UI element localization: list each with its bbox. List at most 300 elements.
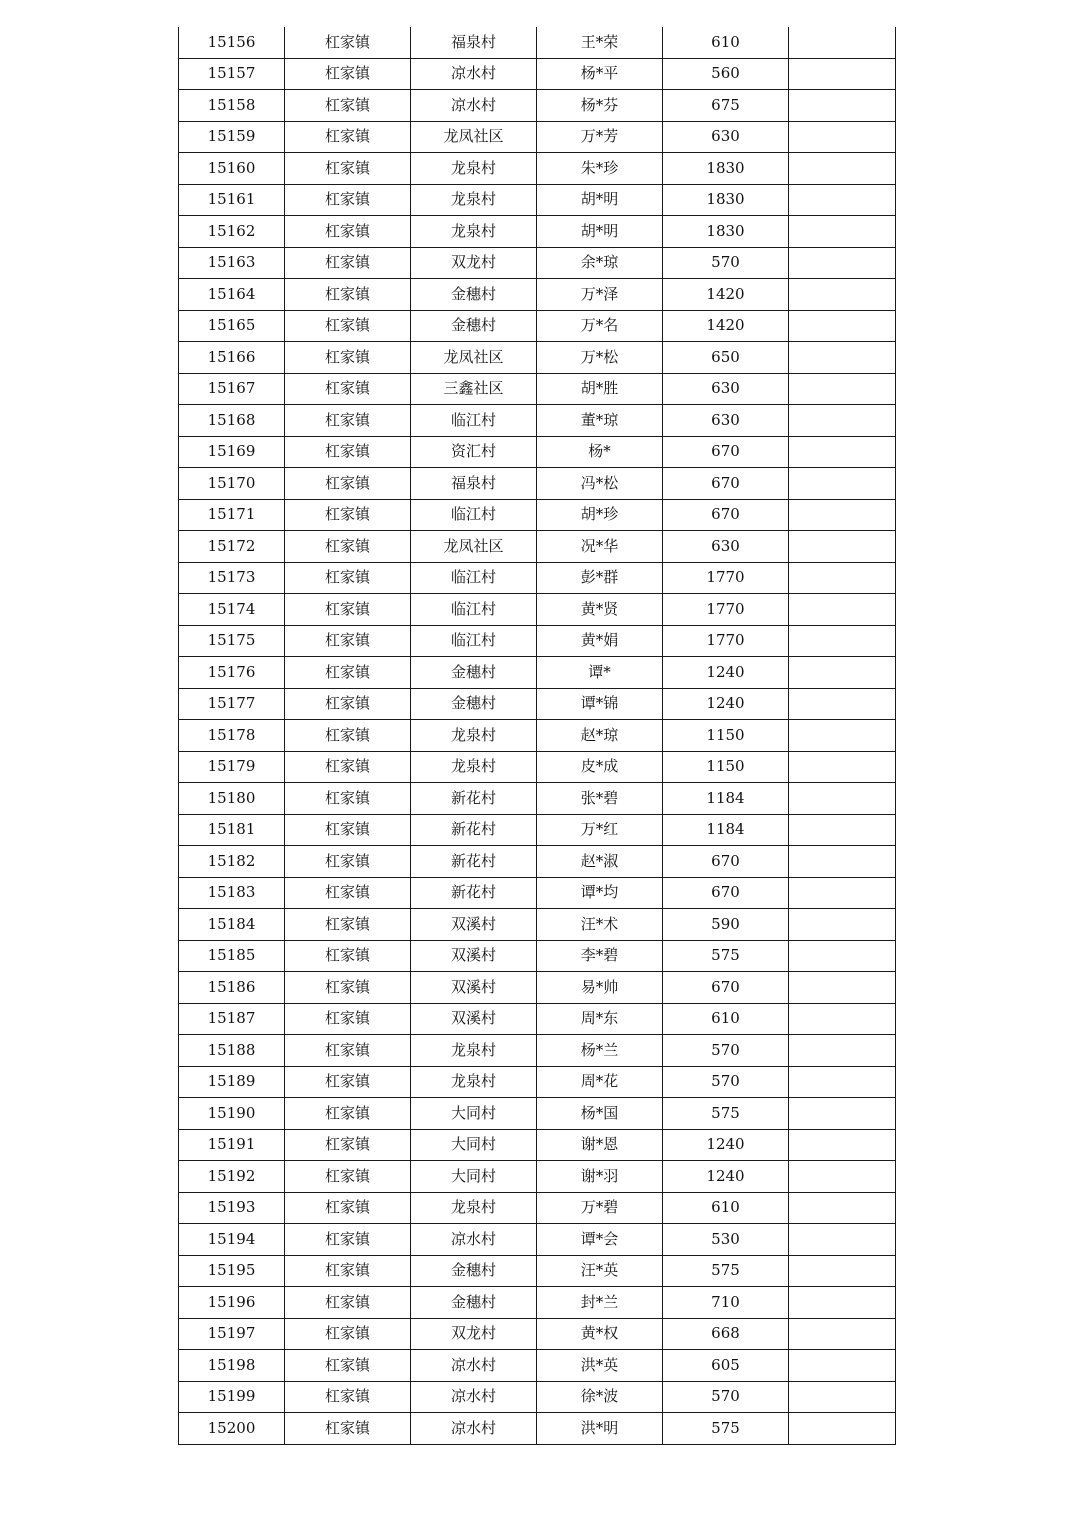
cell-name: 谭*会 — [537, 1224, 663, 1256]
cell-note — [789, 121, 896, 153]
cell-town: 杠家镇 — [285, 121, 411, 153]
cell-village: 双溪村 — [411, 1003, 537, 1035]
cell-amount: 610 — [663, 1192, 789, 1224]
table-row — [179, 1381, 896, 1413]
table-row — [179, 1098, 896, 1130]
cell-town: 杠家镇 — [285, 1129, 411, 1161]
cell-amount: 1420 — [663, 279, 789, 311]
cell-name: 杨*兰 — [537, 1035, 663, 1067]
cell-name: 万*碧 — [537, 1192, 663, 1224]
table-row — [179, 58, 896, 90]
cell-village: 金穗村 — [411, 279, 537, 311]
table-row — [179, 1350, 896, 1382]
cell-id: 15192 — [179, 1161, 285, 1193]
table-row — [179, 436, 896, 468]
table-row — [179, 909, 896, 941]
cell-village: 资汇村 — [411, 436, 537, 468]
cell-town: 杠家镇 — [285, 1318, 411, 1350]
cell-village: 金穗村 — [411, 310, 537, 342]
cell-name: 周*东 — [537, 1003, 663, 1035]
cell-note — [789, 90, 896, 122]
table-row — [179, 405, 896, 437]
table-row — [179, 499, 896, 531]
cell-town: 杠家镇 — [285, 153, 411, 185]
cell-town: 杠家镇 — [285, 657, 411, 689]
cell-id: 15200 — [179, 1413, 285, 1445]
table-row — [179, 1129, 896, 1161]
cell-village: 龙泉村 — [411, 1066, 537, 1098]
cell-town: 杠家镇 — [285, 594, 411, 626]
table-row — [179, 562, 896, 594]
table-row — [179, 783, 896, 815]
table-body — [179, 27, 896, 1444]
cell-name: 万*红 — [537, 814, 663, 846]
cell-name: 黄*权 — [537, 1318, 663, 1350]
cell-town: 杠家镇 — [285, 1066, 411, 1098]
table-row — [179, 468, 896, 500]
cell-amount: 570 — [663, 1066, 789, 1098]
cell-town: 杠家镇 — [285, 216, 411, 248]
cell-name: 赵*淑 — [537, 846, 663, 878]
cell-amount: 630 — [663, 531, 789, 563]
cell-note — [789, 1318, 896, 1350]
cell-village: 凉水村 — [411, 90, 537, 122]
cell-id: 15183 — [179, 877, 285, 909]
cell-name: 朱*珍 — [537, 153, 663, 185]
cell-amount: 1150 — [663, 720, 789, 752]
cell-amount: 670 — [663, 436, 789, 468]
cell-note — [789, 436, 896, 468]
cell-town: 杠家镇 — [285, 436, 411, 468]
cell-town: 杠家镇 — [285, 625, 411, 657]
cell-amount: 575 — [663, 1413, 789, 1445]
cell-name: 徐*波 — [537, 1381, 663, 1413]
cell-note — [789, 58, 896, 90]
cell-note — [789, 1035, 896, 1067]
cell-town: 杠家镇 — [285, 184, 411, 216]
cell-id: 15172 — [179, 531, 285, 563]
cell-id: 15156 — [179, 27, 285, 58]
cell-name: 董*琼 — [537, 405, 663, 437]
cell-id: 15169 — [179, 436, 285, 468]
cell-amount: 1150 — [663, 751, 789, 783]
cell-village: 凉水村 — [411, 1350, 537, 1382]
cell-id: 15173 — [179, 562, 285, 594]
cell-village: 新花村 — [411, 846, 537, 878]
cell-village: 龙凤社区 — [411, 531, 537, 563]
cell-town: 杠家镇 — [285, 814, 411, 846]
cell-id: 15178 — [179, 720, 285, 752]
cell-note — [789, 594, 896, 626]
cell-town: 杠家镇 — [285, 58, 411, 90]
cell-name: 易*帅 — [537, 972, 663, 1004]
table-row — [179, 877, 896, 909]
table-row — [179, 184, 896, 216]
table-row — [179, 1224, 896, 1256]
cell-village: 龙泉村 — [411, 720, 537, 752]
cell-name: 谭*均 — [537, 877, 663, 909]
cell-amount: 650 — [663, 342, 789, 374]
cell-id: 15176 — [179, 657, 285, 689]
cell-note — [789, 720, 896, 752]
cell-note — [789, 468, 896, 500]
cell-id: 15164 — [179, 279, 285, 311]
cell-amount: 570 — [663, 247, 789, 279]
cell-note — [789, 657, 896, 689]
cell-id: 15161 — [179, 184, 285, 216]
table-row — [179, 27, 896, 58]
cell-village: 临江村 — [411, 625, 537, 657]
cell-note — [789, 153, 896, 185]
table-row — [179, 1287, 896, 1319]
cell-note — [789, 972, 896, 1004]
cell-village: 临江村 — [411, 405, 537, 437]
cell-name: 汪*英 — [537, 1255, 663, 1287]
cell-note — [789, 1003, 896, 1035]
cell-id: 15166 — [179, 342, 285, 374]
table-row — [179, 121, 896, 153]
cell-town: 杠家镇 — [285, 1287, 411, 1319]
table-row — [179, 216, 896, 248]
cell-note — [789, 27, 896, 58]
table-row — [179, 342, 896, 374]
cell-village: 龙泉村 — [411, 1192, 537, 1224]
cell-village: 凉水村 — [411, 1224, 537, 1256]
cell-village: 临江村 — [411, 594, 537, 626]
cell-amount: 610 — [663, 1003, 789, 1035]
cell-village: 新花村 — [411, 877, 537, 909]
cell-id: 15184 — [179, 909, 285, 941]
cell-village: 龙泉村 — [411, 216, 537, 248]
cell-amount: 1830 — [663, 216, 789, 248]
table-row — [179, 751, 896, 783]
cell-town: 杠家镇 — [285, 531, 411, 563]
cell-village: 凉水村 — [411, 1413, 537, 1445]
cell-town: 杠家镇 — [285, 846, 411, 878]
table-row — [179, 846, 896, 878]
cell-town: 杠家镇 — [285, 247, 411, 279]
cell-note — [789, 1350, 896, 1382]
cell-village: 龙泉村 — [411, 1035, 537, 1067]
cell-village: 金穗村 — [411, 1255, 537, 1287]
cell-village: 福泉村 — [411, 27, 537, 58]
cell-village: 金穗村 — [411, 1287, 537, 1319]
cell-id: 15195 — [179, 1255, 285, 1287]
table-row — [179, 153, 896, 185]
cell-name: 况*华 — [537, 531, 663, 563]
cell-amount: 630 — [663, 405, 789, 437]
table-row — [179, 657, 896, 689]
cell-amount: 670 — [663, 499, 789, 531]
cell-note — [789, 405, 896, 437]
cell-id: 15188 — [179, 1035, 285, 1067]
cell-village: 新花村 — [411, 783, 537, 815]
cell-amount: 1240 — [663, 688, 789, 720]
table-row — [179, 373, 896, 405]
cell-id: 15177 — [179, 688, 285, 720]
table-row — [179, 90, 896, 122]
cell-town: 杠家镇 — [285, 909, 411, 941]
cell-amount: 675 — [663, 90, 789, 122]
cell-town: 杠家镇 — [285, 373, 411, 405]
cell-name: 杨* — [537, 436, 663, 468]
cell-name: 赵*琼 — [537, 720, 663, 752]
cell-amount: 560 — [663, 58, 789, 90]
cell-village: 临江村 — [411, 499, 537, 531]
cell-village: 临江村 — [411, 562, 537, 594]
cell-name: 杨*芬 — [537, 90, 663, 122]
cell-note — [789, 1129, 896, 1161]
cell-note — [789, 909, 896, 941]
cell-amount: 670 — [663, 846, 789, 878]
cell-note — [789, 783, 896, 815]
cell-amount: 590 — [663, 909, 789, 941]
cell-name: 万*松 — [537, 342, 663, 374]
cell-amount: 1830 — [663, 153, 789, 185]
table-row — [179, 940, 896, 972]
cell-id: 15187 — [179, 1003, 285, 1035]
cell-note — [789, 1066, 896, 1098]
cell-name: 李*碧 — [537, 940, 663, 972]
cell-note — [789, 531, 896, 563]
cell-name: 胡*胜 — [537, 373, 663, 405]
cell-name: 皮*成 — [537, 751, 663, 783]
cell-id: 15158 — [179, 90, 285, 122]
cell-name: 周*花 — [537, 1066, 663, 1098]
cell-name: 汪*术 — [537, 909, 663, 941]
cell-name: 万*名 — [537, 310, 663, 342]
cell-town: 杠家镇 — [285, 27, 411, 58]
cell-amount: 1770 — [663, 625, 789, 657]
cell-name: 王*荣 — [537, 27, 663, 58]
cell-town: 杠家镇 — [285, 1255, 411, 1287]
cell-amount: 1184 — [663, 783, 789, 815]
cell-id: 15165 — [179, 310, 285, 342]
cell-town: 杠家镇 — [285, 499, 411, 531]
cell-village: 龙泉村 — [411, 184, 537, 216]
cell-village: 大同村 — [411, 1129, 537, 1161]
cell-id: 15171 — [179, 499, 285, 531]
table-row — [179, 531, 896, 563]
cell-amount: 630 — [663, 121, 789, 153]
cell-name: 封*兰 — [537, 1287, 663, 1319]
cell-amount: 1770 — [663, 562, 789, 594]
table-row — [179, 1066, 896, 1098]
cell-amount: 605 — [663, 1350, 789, 1382]
cell-village: 龙凤社区 — [411, 342, 537, 374]
table-row — [179, 688, 896, 720]
cell-id: 15167 — [179, 373, 285, 405]
cell-town: 杠家镇 — [285, 688, 411, 720]
cell-note — [789, 1224, 896, 1256]
cell-village: 新花村 — [411, 814, 537, 846]
cell-town: 杠家镇 — [285, 1413, 411, 1445]
cell-note — [789, 688, 896, 720]
cell-note — [789, 940, 896, 972]
cell-name: 谭*锦 — [537, 688, 663, 720]
cell-name: 洪*英 — [537, 1350, 663, 1382]
cell-town: 杠家镇 — [285, 1098, 411, 1130]
cell-name: 万*芳 — [537, 121, 663, 153]
cell-town: 杠家镇 — [285, 310, 411, 342]
cell-name: 胡*珍 — [537, 499, 663, 531]
cell-id: 15175 — [179, 625, 285, 657]
cell-note — [789, 562, 896, 594]
cell-name: 张*碧 — [537, 783, 663, 815]
cell-name: 胡*明 — [537, 216, 663, 248]
cell-name: 黄*贤 — [537, 594, 663, 626]
cell-amount: 570 — [663, 1381, 789, 1413]
cell-note — [789, 1255, 896, 1287]
cell-name: 杨*国 — [537, 1098, 663, 1130]
cell-id: 15182 — [179, 846, 285, 878]
cell-id: 15180 — [179, 783, 285, 815]
cell-name: 胡*明 — [537, 184, 663, 216]
cell-id: 15190 — [179, 1098, 285, 1130]
table-row — [179, 1003, 896, 1035]
table-row — [179, 247, 896, 279]
cell-id: 15179 — [179, 751, 285, 783]
cell-name: 余*琼 — [537, 247, 663, 279]
cell-village: 金穗村 — [411, 657, 537, 689]
cell-town: 杠家镇 — [285, 405, 411, 437]
table-row — [179, 1161, 896, 1193]
cell-village: 龙泉村 — [411, 751, 537, 783]
cell-id: 15159 — [179, 121, 285, 153]
cell-id: 15168 — [179, 405, 285, 437]
cell-town: 杠家镇 — [285, 1161, 411, 1193]
cell-id: 15157 — [179, 58, 285, 90]
cell-id: 15194 — [179, 1224, 285, 1256]
cell-amount: 575 — [663, 1255, 789, 1287]
cell-village: 双龙村 — [411, 247, 537, 279]
cell-town: 杠家镇 — [285, 940, 411, 972]
cell-amount: 610 — [663, 27, 789, 58]
cell-note — [789, 499, 896, 531]
cell-amount: 530 — [663, 1224, 789, 1256]
cell-name: 杨*平 — [537, 58, 663, 90]
cell-amount: 1240 — [663, 1161, 789, 1193]
cell-town: 杠家镇 — [285, 783, 411, 815]
cell-id: 15193 — [179, 1192, 285, 1224]
cell-note — [789, 1381, 896, 1413]
cell-village: 三鑫社区 — [411, 373, 537, 405]
cell-amount: 710 — [663, 1287, 789, 1319]
cell-amount: 1240 — [663, 1129, 789, 1161]
cell-note — [789, 1287, 896, 1319]
cell-note — [789, 373, 896, 405]
cell-town: 杠家镇 — [285, 1003, 411, 1035]
cell-note — [789, 814, 896, 846]
cell-id: 15185 — [179, 940, 285, 972]
table-row — [179, 625, 896, 657]
cell-amount: 670 — [663, 972, 789, 1004]
cell-note — [789, 1098, 896, 1130]
cell-amount: 1240 — [663, 657, 789, 689]
cell-town: 杠家镇 — [285, 342, 411, 374]
cell-amount: 670 — [663, 877, 789, 909]
cell-amount: 670 — [663, 468, 789, 500]
cell-amount: 630 — [663, 373, 789, 405]
cell-town: 杠家镇 — [285, 1224, 411, 1256]
cell-id: 15160 — [179, 153, 285, 185]
cell-note — [789, 279, 896, 311]
table-row — [179, 1035, 896, 1067]
cell-town: 杠家镇 — [285, 279, 411, 311]
cell-id: 15196 — [179, 1287, 285, 1319]
cell-name: 彭*群 — [537, 562, 663, 594]
cell-village: 双溪村 — [411, 972, 537, 1004]
cell-note — [789, 1161, 896, 1193]
cell-village: 凉水村 — [411, 58, 537, 90]
cell-town: 杠家镇 — [285, 1035, 411, 1067]
cell-id: 15199 — [179, 1381, 285, 1413]
cell-id: 15170 — [179, 468, 285, 500]
cell-note — [789, 751, 896, 783]
table-row — [179, 1413, 896, 1445]
cell-village: 福泉村 — [411, 468, 537, 500]
cell-name: 黄*娟 — [537, 625, 663, 657]
cell-name: 谭* — [537, 657, 663, 689]
cell-village: 龙泉村 — [411, 153, 537, 185]
cell-note — [789, 310, 896, 342]
cell-name: 冯*松 — [537, 468, 663, 500]
cell-village: 龙凤社区 — [411, 121, 537, 153]
cell-town: 杠家镇 — [285, 1381, 411, 1413]
table-row — [179, 279, 896, 311]
cell-town: 杠家镇 — [285, 468, 411, 500]
cell-village: 凉水村 — [411, 1381, 537, 1413]
cell-amount: 1420 — [663, 310, 789, 342]
table-row — [179, 1255, 896, 1287]
cell-village: 大同村 — [411, 1098, 537, 1130]
cell-note — [789, 184, 896, 216]
cell-note — [789, 1413, 896, 1445]
cell-village: 金穗村 — [411, 688, 537, 720]
cell-amount: 575 — [663, 940, 789, 972]
cell-id: 15163 — [179, 247, 285, 279]
cell-amount: 1830 — [663, 184, 789, 216]
cell-name: 谢*恩 — [537, 1129, 663, 1161]
cell-note — [789, 846, 896, 878]
cell-town: 杠家镇 — [285, 877, 411, 909]
cell-id: 15181 — [179, 814, 285, 846]
cell-amount: 570 — [663, 1035, 789, 1067]
cell-town: 杠家镇 — [285, 1192, 411, 1224]
cell-id: 15198 — [179, 1350, 285, 1382]
table-row — [179, 720, 896, 752]
table-row — [179, 594, 896, 626]
cell-note — [789, 216, 896, 248]
cell-town: 杠家镇 — [285, 90, 411, 122]
cell-id: 15197 — [179, 1318, 285, 1350]
data-table — [178, 27, 896, 1445]
cell-village: 双龙村 — [411, 1318, 537, 1350]
cell-village: 大同村 — [411, 1161, 537, 1193]
cell-name: 洪*明 — [537, 1413, 663, 1445]
cell-town: 杠家镇 — [285, 562, 411, 594]
table-row — [179, 972, 896, 1004]
cell-note — [789, 247, 896, 279]
cell-village: 双溪村 — [411, 940, 537, 972]
cell-town: 杠家镇 — [285, 751, 411, 783]
table-row — [179, 310, 896, 342]
table-row — [179, 1192, 896, 1224]
cell-id: 15186 — [179, 972, 285, 1004]
table-row — [179, 1318, 896, 1350]
cell-id: 15174 — [179, 594, 285, 626]
table-row — [179, 814, 896, 846]
